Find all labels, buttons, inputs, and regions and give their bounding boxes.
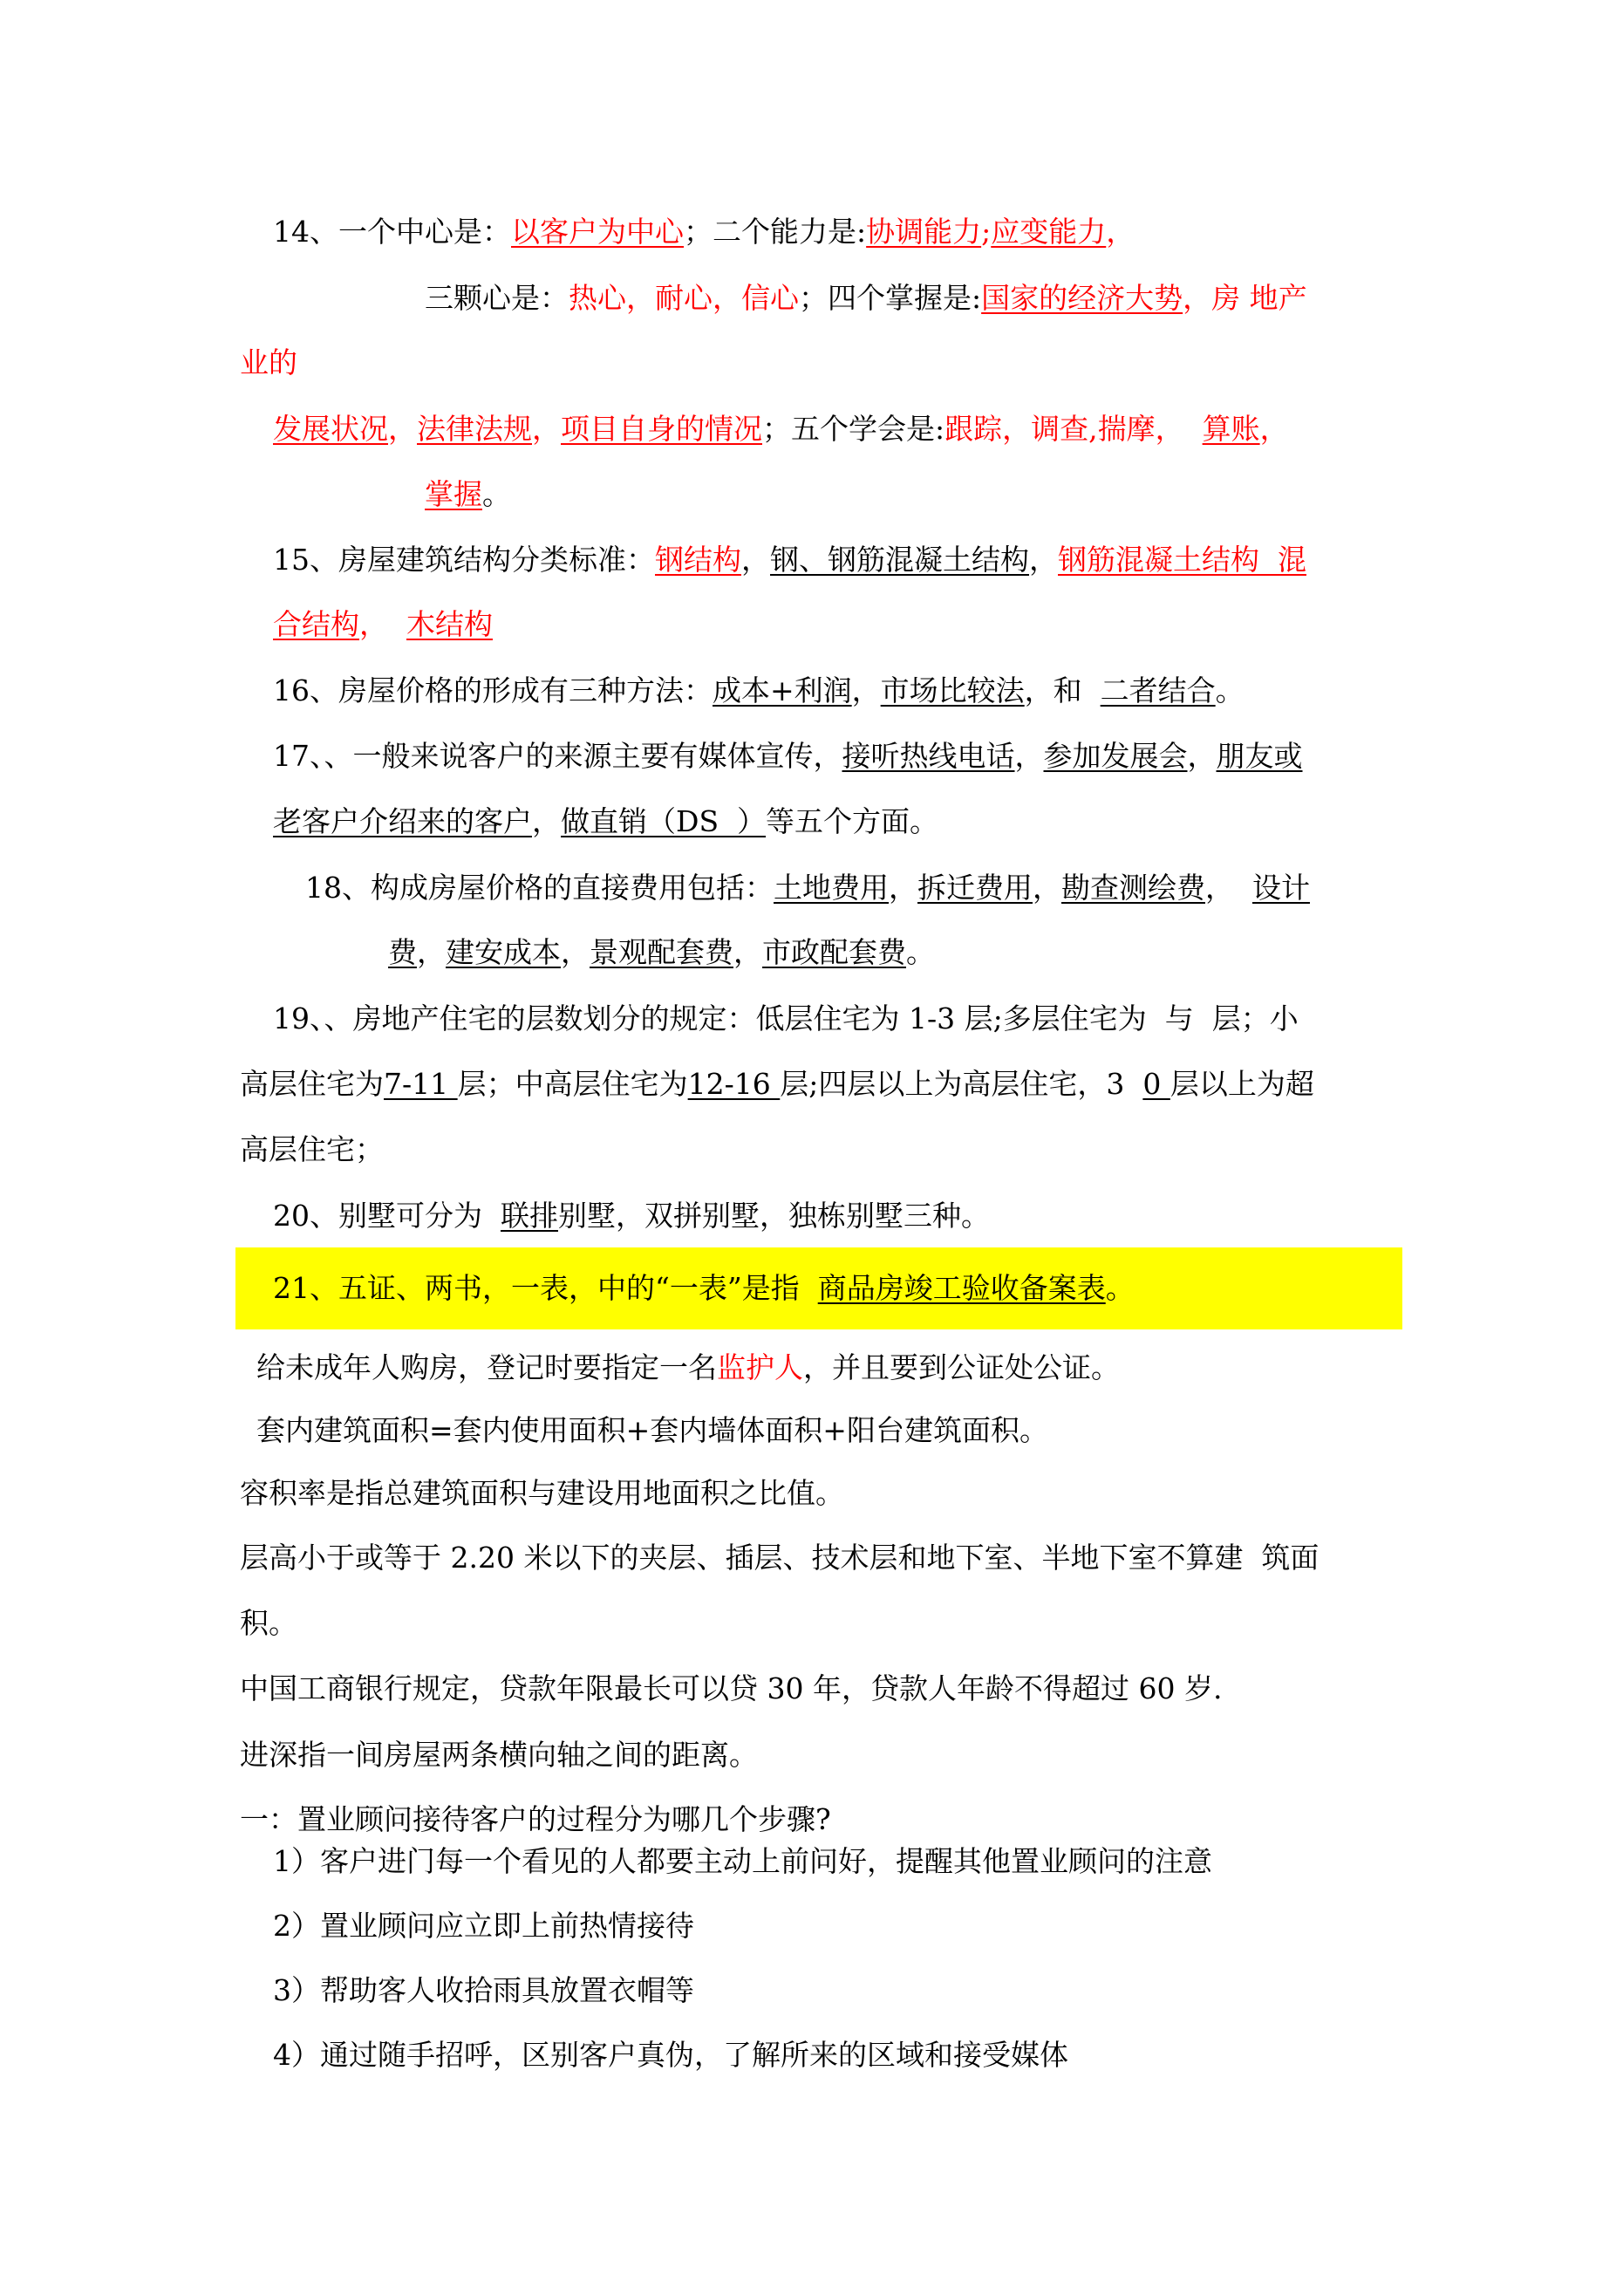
text: 市场比较法 bbox=[880, 673, 1025, 707]
text: ， bbox=[1205, 871, 1252, 905]
text-red: ，房 地产 bbox=[1183, 281, 1307, 315]
text: 商品房竣工验收备案表 bbox=[817, 1271, 1106, 1305]
text: 接听热线电话 bbox=[842, 739, 1015, 773]
item-18-line-2 bbox=[388, 933, 935, 972]
text: 3）帮助客人收拾雨具放置衣帽等 bbox=[273, 1973, 694, 2007]
text-red: 发展状况 bbox=[273, 412, 388, 446]
text: ，和 bbox=[1024, 673, 1101, 707]
text: 19、、房地产住宅的层数划分的规定：低层住宅为 1-3 层;多层住宅为 与 层；小 bbox=[273, 1001, 1299, 1035]
text: 4）通过随手招呼，区别客户真伪，了解所来的区域和接受媒体 bbox=[273, 2038, 1068, 2072]
text: ， bbox=[733, 935, 762, 969]
item-15-line-2 bbox=[273, 605, 493, 644]
text: 钢、钢筋混凝土结构 bbox=[770, 543, 1029, 577]
text-red: 木结构 bbox=[406, 607, 493, 641]
text: 。 bbox=[482, 477, 511, 511]
item-16-line-1 bbox=[273, 672, 1245, 710]
text-red: 算账 bbox=[1202, 412, 1260, 446]
text: ， bbox=[889, 871, 917, 905]
text: 建安成本 bbox=[446, 935, 561, 969]
item-14-line-2 bbox=[425, 279, 1307, 318]
text-red: 业的 bbox=[240, 345, 297, 379]
text-red: 协调能力 bbox=[866, 215, 982, 249]
text: ， bbox=[1187, 739, 1217, 773]
text: ；五个学会是: bbox=[762, 412, 945, 446]
text: 进深指一间房屋两条横向轴之间的距离。 bbox=[240, 1738, 758, 1772]
text: 费 bbox=[388, 935, 417, 969]
item-15-line-1 bbox=[273, 541, 1306, 579]
text: 拆迁费用 bbox=[917, 871, 1033, 905]
text: ，并且要到公证处公证。 bbox=[803, 1350, 1120, 1384]
text: 老客户介绍来的客户 bbox=[273, 804, 532, 838]
text: 。 bbox=[1105, 1271, 1135, 1305]
text: 做直销（DS ） bbox=[561, 804, 767, 838]
text: 。 bbox=[1215, 673, 1245, 707]
text: 别墅，双拼别墅，独栋别墅三种。 bbox=[557, 1199, 990, 1233]
text: 高层住宅； bbox=[240, 1132, 384, 1166]
text: 土地费用 bbox=[774, 871, 889, 905]
note-2 bbox=[256, 1411, 1048, 1450]
text: 积。 bbox=[240, 1606, 297, 1640]
text-red: 应变能力 bbox=[991, 215, 1107, 249]
item-17-line-2 bbox=[273, 803, 938, 841]
text-red: 监护人 bbox=[717, 1350, 803, 1384]
section-1-step-2 bbox=[273, 1907, 694, 1945]
item-17-line-1 bbox=[273, 737, 1303, 776]
text: 7-11 bbox=[384, 1067, 458, 1101]
item-14-line-1 bbox=[273, 213, 1135, 251]
text: ， bbox=[741, 543, 770, 577]
item-14-line-3 bbox=[240, 344, 297, 382]
text-red: ， bbox=[1106, 215, 1135, 249]
text: 20、别墅可分为 bbox=[273, 1199, 501, 1233]
section-1-step-3 bbox=[273, 1971, 694, 2010]
item-14-line-4 bbox=[273, 410, 1289, 448]
text: 14、一个中心是： bbox=[273, 215, 511, 249]
text: 层以上为超 bbox=[1170, 1067, 1314, 1101]
text-red bbox=[1184, 412, 1203, 446]
text-red: 钢筋混凝土结构 混 bbox=[1058, 543, 1306, 577]
item-21-line-1 bbox=[273, 1269, 1135, 1308]
text: 2）置业顾问应立即上前热情接待 bbox=[273, 1909, 694, 1943]
text-red: 跟踪，调查,揣摩， bbox=[944, 412, 1184, 446]
section-1-step-1 bbox=[273, 1842, 1212, 1881]
text: 景观配套费 bbox=[590, 935, 733, 969]
text-red: 国家的经济大势 bbox=[981, 281, 1183, 315]
text: 二者结合 bbox=[1100, 673, 1216, 707]
note-1 bbox=[256, 1349, 1120, 1387]
text: 设计 bbox=[1251, 871, 1310, 905]
text-red: ; bbox=[981, 215, 992, 249]
text: 。 bbox=[906, 935, 935, 969]
text: 0 bbox=[1142, 1067, 1170, 1101]
text-red: 合结构 bbox=[273, 607, 359, 641]
section-1-question bbox=[240, 1801, 831, 1839]
text: ， bbox=[1033, 871, 1061, 905]
text: ， bbox=[1029, 543, 1058, 577]
text-red: 热心，耐心，信心 bbox=[569, 281, 799, 315]
text: 联排 bbox=[500, 1199, 558, 1233]
text: 17、、一般来说客户的来源主要有媒体宣传， bbox=[273, 739, 842, 773]
note-7 bbox=[240, 1736, 758, 1774]
note-4 bbox=[240, 1539, 1319, 1577]
text: 三颗心是： bbox=[425, 281, 569, 315]
text-red: ， bbox=[1259, 412, 1289, 446]
text: 层;四层以上为高层住宅，3 bbox=[780, 1067, 1143, 1101]
section-1-step-4 bbox=[273, 2036, 1068, 2074]
text-red: ， bbox=[359, 607, 406, 641]
text: 16、房屋价格的形成有三种方法： bbox=[273, 673, 713, 707]
text-red: ， bbox=[532, 412, 561, 446]
text: 中国工商银行规定，贷款年限最长可以贷 30 年，贷款人年龄不得超过 60 岁. bbox=[240, 1671, 1223, 1705]
note-3 bbox=[240, 1474, 844, 1513]
note-5 bbox=[240, 1604, 297, 1643]
text: 成本+利润 bbox=[713, 673, 852, 707]
text: 容积率是指总建筑面积与建设用地面积之比值。 bbox=[240, 1476, 844, 1510]
text: ；二个能力是: bbox=[684, 215, 867, 249]
item-19-line-1 bbox=[273, 1000, 1299, 1038]
text: ， bbox=[532, 804, 561, 838]
text-red: 钢结构 bbox=[655, 543, 741, 577]
text: ， bbox=[851, 673, 881, 707]
item-19-line-3 bbox=[240, 1131, 384, 1169]
text: 套内建筑面积=套内使用面积+套内墙体面积+阳台建筑面积。 bbox=[256, 1413, 1048, 1447]
text: 给未成年人购房，登记时要指定一名 bbox=[256, 1350, 717, 1384]
text: 高层住宅为 bbox=[240, 1067, 384, 1101]
text: 1）客户进门每一个看见的人都要主动上前问好，提醒其他置业顾问的注意 bbox=[273, 1844, 1212, 1878]
text: ， bbox=[417, 935, 446, 969]
text-red: 项目自身的情况 bbox=[561, 412, 762, 446]
text-red: ， bbox=[388, 412, 417, 446]
text: 一：置业顾问接待客户的过程分为哪几个步骤? bbox=[240, 1802, 831, 1836]
text: 12-16 bbox=[687, 1067, 781, 1101]
item-19-line-2 bbox=[240, 1065, 1314, 1104]
text: ， bbox=[561, 935, 590, 969]
text: 21、五证、两书，一表，中的“一表”是指 bbox=[273, 1271, 818, 1305]
text: 15、房屋建筑结构分类标准： bbox=[273, 543, 655, 577]
item-14-line-5 bbox=[425, 475, 511, 514]
text-red: 以客户为中心 bbox=[511, 215, 684, 249]
text: 市政配套费 bbox=[762, 935, 906, 969]
note-6 bbox=[240, 1670, 1222, 1708]
text-red: 法律法规 bbox=[417, 412, 532, 446]
text: 层；中高层住宅为 bbox=[457, 1067, 688, 1101]
text: 朋友或 bbox=[1216, 739, 1303, 773]
text: ， bbox=[1014, 739, 1044, 773]
item-18-line-1 bbox=[305, 869, 1310, 907]
text: 层高小于或等于 2.20 米以下的夹层、插层、技术层和地下室、半地下室不算建 筑面 bbox=[240, 1541, 1320, 1575]
text: ；四个掌握是: bbox=[799, 281, 982, 315]
text-red: 掌握 bbox=[425, 477, 482, 511]
text: 18、构成房屋价格的直接费用包括： bbox=[305, 871, 774, 905]
item-20-line-1 bbox=[273, 1197, 990, 1235]
text: 参加发展会 bbox=[1043, 739, 1188, 773]
text: 等五个方面。 bbox=[766, 804, 939, 838]
text: 勘查测绘费 bbox=[1061, 871, 1205, 905]
